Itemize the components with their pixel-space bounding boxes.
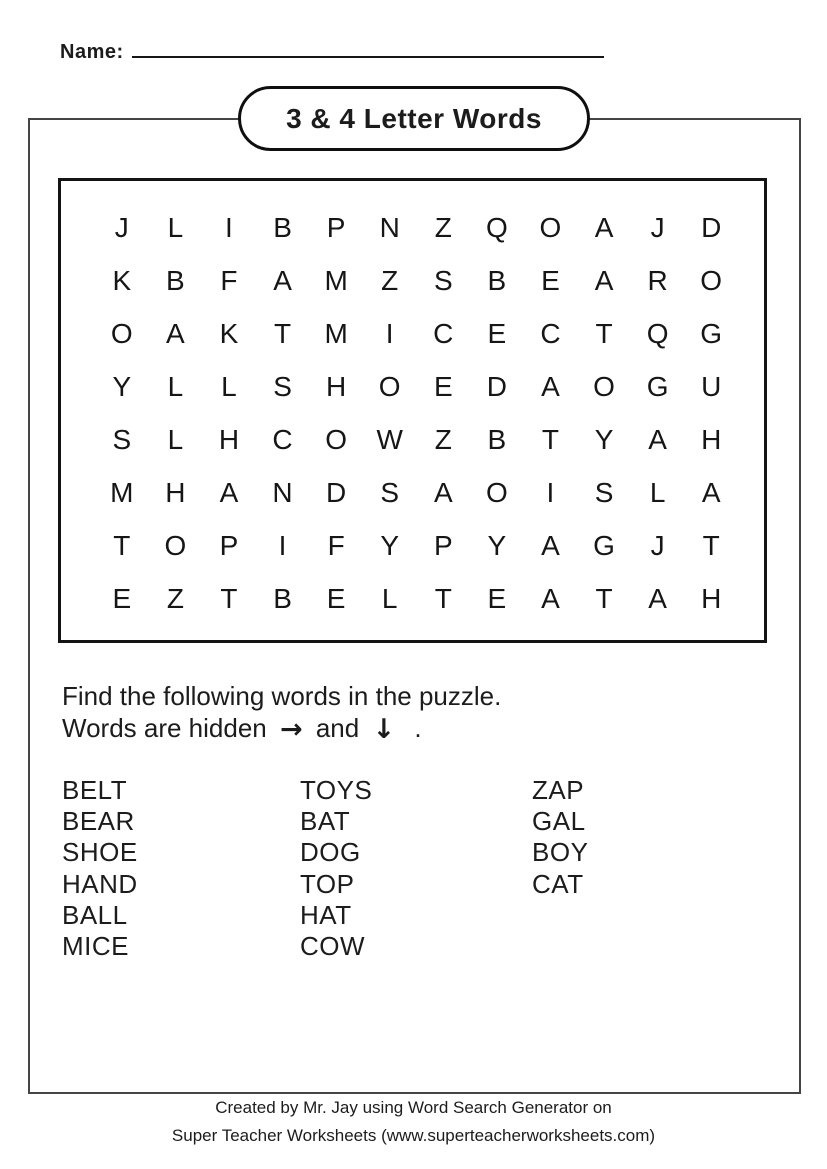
- grid-letter: F: [327, 530, 345, 562]
- grid-letter: A: [166, 317, 185, 349]
- name-label: Name:: [60, 41, 124, 63]
- title-pill: [238, 86, 590, 151]
- grid-letter: S: [380, 477, 400, 509]
- grid-letter: H: [326, 370, 347, 402]
- grid-letter: O: [485, 477, 508, 509]
- word-item: MICE: [62, 931, 129, 962]
- instruction-line-2-text: Words are hidden: [62, 713, 267, 743]
- word-list: [62, 775, 588, 962]
- grid-letter: L: [167, 424, 184, 456]
- grid-letter: U: [701, 370, 722, 402]
- grid-letter: O: [110, 317, 133, 349]
- word-item: ZAP: [532, 775, 585, 805]
- word-item: HAT: [300, 899, 352, 930]
- grid-letter: B: [487, 264, 507, 296]
- word-item: BAT: [300, 806, 351, 837]
- grid-letter: E: [326, 583, 346, 615]
- grid-letter: I: [278, 530, 287, 562]
- grid-letter: Z: [166, 583, 184, 615]
- down-arrow-icon: ↓: [372, 714, 396, 745]
- grid-letter: T: [595, 583, 613, 615]
- word-item: HAND: [62, 868, 138, 899]
- grid-letter: S: [433, 264, 453, 296]
- grid-letter: H: [165, 477, 186, 509]
- grid-letter: W: [376, 424, 403, 456]
- grid-letter: G: [646, 370, 669, 402]
- word-item: GAL: [532, 806, 586, 837]
- grid-letter: Q: [646, 317, 669, 349]
- grid-letter: T: [541, 424, 559, 456]
- grid-letter: O: [325, 424, 347, 456]
- word-column: [532, 775, 588, 900]
- word-item: COW: [300, 931, 366, 962]
- grid-letter: Z: [434, 211, 452, 243]
- grid-letter: A: [648, 583, 667, 615]
- puzzle-grid-box: [58, 178, 767, 643]
- grid-letter: M: [110, 477, 134, 509]
- grid-letter: E: [433, 370, 453, 402]
- grid-letter: P: [433, 530, 453, 562]
- name-row: [60, 36, 604, 66]
- grid-letter: N: [272, 477, 293, 509]
- worksheet-title: 3 & 4 Letter Words: [286, 102, 542, 134]
- grid-letter: Q: [485, 211, 508, 243]
- word-item: BOY: [532, 837, 589, 868]
- grid-letter: O: [700, 264, 723, 296]
- grid-letter: Y: [487, 530, 507, 562]
- grid-letter: E: [487, 583, 507, 615]
- grid-letter: E: [541, 264, 560, 296]
- grid-letter: B: [487, 424, 507, 456]
- grid-letter: T: [595, 317, 613, 349]
- grid-letter: S: [273, 370, 292, 402]
- grid-letter: J: [114, 211, 129, 243]
- grid-letter: L: [167, 211, 184, 243]
- grid-letter: A: [219, 477, 239, 509]
- name-blank-line: [132, 36, 604, 58]
- grid-letter: A: [648, 424, 667, 456]
- grid-letter: B: [273, 211, 292, 243]
- grid-letter: D: [701, 211, 722, 243]
- grid-letter: A: [273, 264, 292, 296]
- instruction-period: .: [414, 713, 422, 743]
- instruction-line-2: [62, 712, 501, 745]
- instruction-line-1: Find the following words in the puzzle.: [62, 681, 502, 711]
- grid-letter: P: [219, 530, 239, 562]
- grid-letter: M: [324, 317, 348, 349]
- grid-letter: T: [220, 583, 238, 615]
- grid-letter: T: [113, 530, 131, 562]
- word-column: [300, 775, 532, 962]
- grid-letter: A: [541, 583, 560, 615]
- grid-letter: B: [273, 583, 292, 615]
- word-item: TOYS: [300, 775, 373, 805]
- grid-letter: Y: [594, 424, 614, 456]
- grid-letter: H: [701, 424, 722, 456]
- grid-letter: D: [326, 477, 347, 509]
- footer-line-1: Created by Mr. Jay using Word Search Generator on: [215, 1098, 612, 1117]
- footer-line-2: Super Teacher Worksheets (www.superteacherworksheets.com): [171, 1125, 656, 1145]
- grid-letter: F: [220, 264, 238, 296]
- instructions: [62, 680, 501, 745]
- grid-letter: O: [593, 370, 615, 402]
- grid-letter: G: [700, 317, 723, 349]
- grid-letter: A: [594, 264, 614, 296]
- word-item: CAT: [532, 868, 584, 899]
- grid-letter: S: [112, 424, 132, 456]
- grid-letter: O: [378, 370, 401, 402]
- word-item: DOG: [300, 837, 361, 868]
- grid-letter: Z: [434, 424, 452, 456]
- word-column: [62, 775, 300, 962]
- grid-letter: E: [487, 317, 507, 349]
- footer-credit: [0, 1094, 827, 1149]
- grid-letter: A: [541, 530, 560, 562]
- grid-letter: C: [272, 424, 293, 456]
- grid-letter: S: [594, 477, 614, 509]
- grid-letter: L: [167, 370, 184, 402]
- grid-letter: A: [541, 370, 560, 402]
- grid-letter: I: [385, 317, 394, 349]
- instruction-and-text: and: [315, 713, 360, 743]
- grid-letter: K: [219, 317, 239, 349]
- grid-letter: L: [381, 583, 398, 615]
- grid-letter: J: [650, 211, 665, 243]
- word-item: BALL: [62, 899, 128, 930]
- grid-letter: L: [221, 370, 237, 402]
- grid-letter: J: [650, 530, 665, 562]
- grid-letter: Y: [380, 530, 400, 562]
- grid-letter: Y: [112, 370, 132, 402]
- grid-letter: B: [166, 264, 185, 296]
- grid-letter: A: [594, 211, 614, 243]
- grid-letter: P: [326, 211, 346, 243]
- grid-letter: D: [486, 370, 507, 402]
- grid-letter: G: [593, 530, 615, 562]
- grid-letter: A: [701, 477, 721, 509]
- grid-letter: T: [702, 530, 720, 562]
- grid-letter: C: [540, 317, 561, 349]
- grid-letter: C: [433, 317, 454, 349]
- grid-letter: I: [225, 211, 233, 243]
- grid-letter: R: [647, 264, 668, 296]
- word-item: TOP: [300, 868, 355, 899]
- grid-letter: E: [112, 583, 132, 615]
- grid-letter: H: [218, 424, 240, 456]
- letter-grid: [95, 201, 738, 626]
- grid-letter: L: [649, 477, 666, 509]
- grid-letter: H: [701, 583, 722, 615]
- grid-letter: O: [539, 211, 562, 243]
- grid-letter: K: [112, 264, 132, 296]
- grid-letter: I: [546, 477, 555, 509]
- grid-letter: Z: [381, 264, 399, 296]
- right-arrow-icon: →: [279, 714, 303, 745]
- word-item: BEAR: [62, 806, 135, 837]
- grid-letter: O: [164, 530, 187, 562]
- grid-letter: T: [434, 583, 452, 615]
- grid-letter: A: [433, 477, 453, 509]
- grid-letter: M: [324, 264, 348, 296]
- grid-letter: N: [379, 211, 400, 243]
- grid-letter: T: [273, 317, 292, 349]
- word-item: BELT: [62, 775, 128, 805]
- word-item: SHOE: [62, 837, 138, 868]
